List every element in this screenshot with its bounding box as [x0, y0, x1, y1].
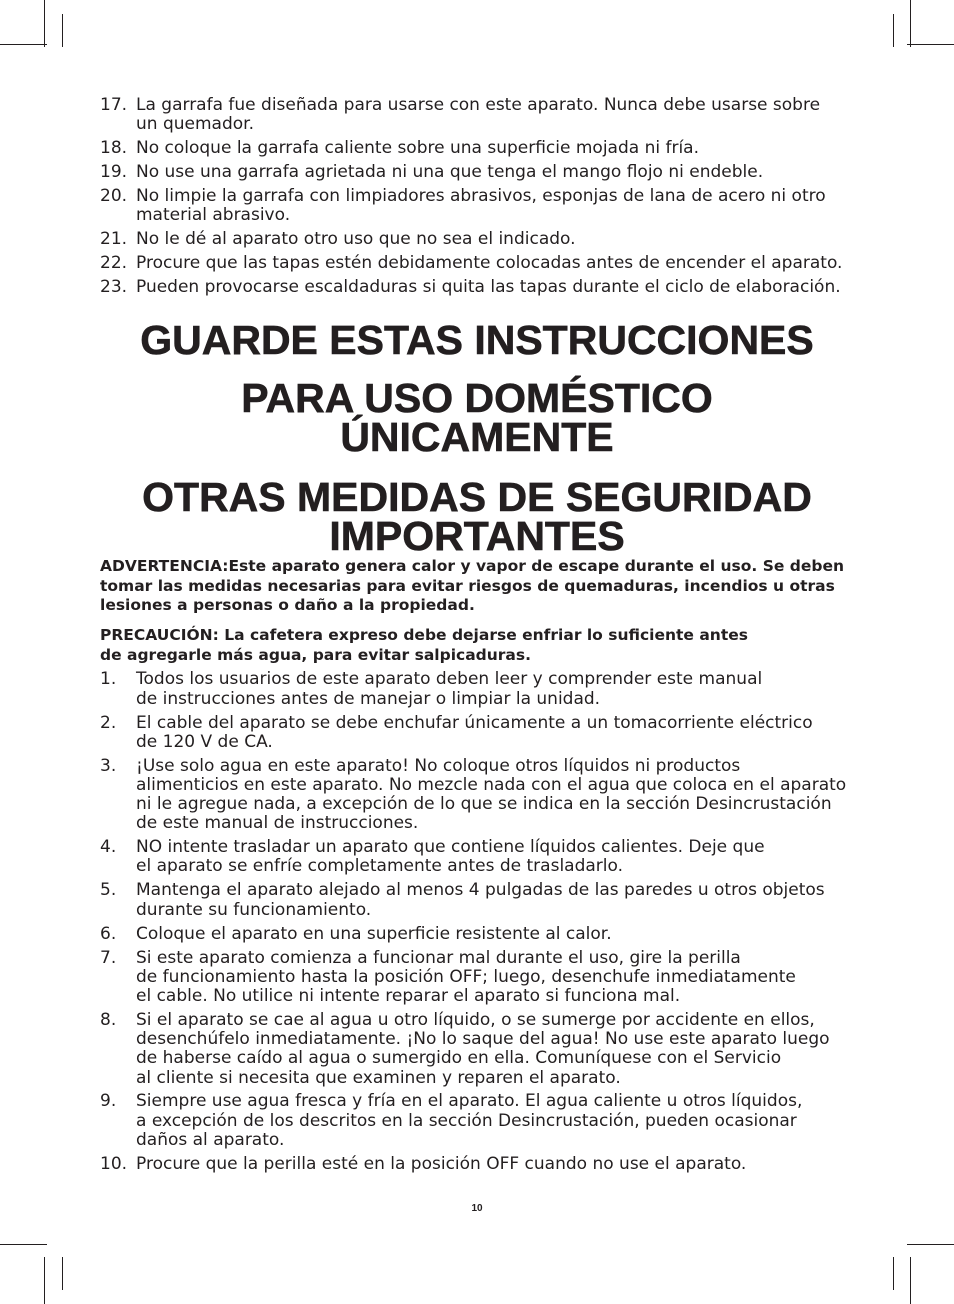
item-number: 17.: [100, 94, 128, 115]
crop-mark: [907, 1244, 954, 1245]
additional-safeguards-list: [100, 670, 870, 1178]
crop-mark: [62, 14, 63, 47]
item-text-line: No le dé al aparato otro uso que no sea el indicado.: [136, 228, 576, 249]
list-item: [100, 230, 870, 249]
heading-line: GUARDE ESTAS INSTRUCCIONES: [140, 316, 814, 363]
item-text-line: de haberse caído al agua o sumergido en ella. Comuníquese con el Servicio: [136, 1048, 782, 1069]
item-text-line: al cliente si necesita que examinen y reparen el aparato.: [136, 1067, 621, 1088]
list-item: [100, 949, 870, 1007]
list-item: [100, 714, 870, 752]
warning-line: tomar las medidas necesarias para evitar riesgos de quemaduras, incendios u otras: [100, 576, 835, 595]
item-text-line: Procure que la perilla esté en la posición OFF cuando no use el aparato.: [136, 1153, 747, 1174]
item-number: 7.: [100, 947, 117, 968]
list-item: [100, 925, 870, 944]
item-text-line: de instrucciones antes de manejar o limpiar la unidad.: [136, 688, 601, 709]
item-text-line: La garrafa fue diseñada para usarse con este aparato. Nunca debe usarse sobre: [136, 94, 821, 115]
list-item: [100, 838, 870, 876]
warning-line: lesiones a personas o daño a la propiedad.: [100, 596, 475, 615]
list-item: [100, 139, 870, 158]
page-number: 10: [471, 1203, 483, 1214]
item-number: 4.: [100, 837, 117, 858]
crop-mark: [893, 14, 894, 47]
item-number: 3.: [100, 755, 117, 776]
item-text-line: material abrasivo.: [136, 204, 291, 225]
item-text-line: desenchúfelo inmediatamente. ¡No lo saque del agua! No use este aparato luego: [136, 1029, 830, 1050]
list-item: [100, 670, 870, 708]
heading-additional-safeguards: [0, 473, 954, 559]
crop-mark: [910, 1257, 911, 1304]
heading-line: OTRAS MEDIDAS DE SEGURIDAD: [142, 473, 812, 520]
warning-paragraph: [100, 557, 870, 616]
item-text-line: No coloque la garrafa caliente sobre una superficie mojada ni fría.: [136, 137, 699, 158]
crop-mark: [907, 44, 954, 45]
item-text-line: No use una garrafa agrietada ni una que tenga el mango flojo ni endeble.: [136, 161, 764, 182]
warning-line: ADVERTENCIA:Este aparato genera calor y vapor de escape durante el uso. Se deben: [100, 557, 845, 576]
item-text-line: Procure que las tapas estén debidamente colocadas antes de encender el aparato.: [136, 252, 843, 273]
item-text-line: a excepción de los descritos en la sección Desincrustación, pueden ocasionar: [136, 1110, 797, 1131]
heading-line: ÚNICAMENTE: [340, 413, 614, 460]
item-text-line: daños al aparato.: [136, 1129, 285, 1150]
crop-mark: [910, 0, 911, 47]
item-text-line: Si el aparato se cae al agua u otro líquido, o se sumerge por accidente en ellos,: [136, 1009, 815, 1030]
item-text-line: ¡Use solo agua en este aparato! No coloque otros líquidos ni productos: [136, 755, 741, 776]
item-number: 10.: [100, 1153, 128, 1174]
crop-mark: [893, 1257, 894, 1290]
item-number: 6.: [100, 923, 117, 944]
item-text-line: NO intente trasladar un aparato que contiene líquidos calientes. Deje que: [136, 837, 765, 858]
crop-mark: [0, 44, 47, 45]
item-number: 18.: [100, 137, 128, 158]
item-text-line: un quemador.: [136, 113, 254, 134]
list-item: [100, 881, 870, 919]
item-text-line: Si este aparato comienza a funcionar mal durante el uso, gire la perilla: [136, 947, 741, 968]
list-item: [100, 187, 870, 225]
item-number: 23.: [100, 276, 128, 297]
item-number: 1.: [100, 669, 117, 690]
item-number: 22.: [100, 252, 128, 273]
item-text-line: Coloque el aparato en una superficie resistente al calor.: [136, 923, 612, 944]
list-item: [100, 1155, 870, 1174]
caution-line: PRECAUCIÓN: La cafetera expreso debe dejarse enfriar lo suficiente antes: [100, 626, 748, 645]
item-number: 20.: [100, 185, 128, 206]
crop-mark: [62, 1257, 63, 1290]
caution-line: de agregarle más agua, para evitar salpicaduras.: [100, 645, 531, 664]
heading-line: PARA USO DOMÉSTICO: [241, 374, 713, 421]
item-text-line: el aparato se enfríe completamente antes de trasladarlo.: [136, 856, 624, 877]
item-number: 8.: [100, 1009, 117, 1030]
crop-mark: [44, 1257, 45, 1304]
item-number: 21.: [100, 228, 128, 249]
item-number: 5.: [100, 880, 117, 901]
list-item: [100, 1092, 870, 1150]
crop-mark: [44, 0, 45, 47]
item-text-line: de funcionamiento hasta la posición OFF; luego, desenchufe inmediatamente: [136, 966, 796, 987]
item-text-line: Siempre use agua fresca y fría en el aparato. El agua caliente u otros líquidos,: [136, 1091, 803, 1112]
list-item: [100, 254, 870, 273]
item-number: 19.: [100, 161, 128, 182]
item-text-line: Pueden provocarse escaldaduras si quita las tapas durante el ciclo de elaboración.: [136, 276, 841, 297]
item-number: 2.: [100, 712, 117, 733]
heading-household-use-only: [0, 374, 954, 460]
item-text-line: Mantenga el aparato alejado al menos 4 pulgadas de las paredes u otros objetos: [136, 880, 825, 901]
item-text-line: durante su funcionamiento.: [136, 899, 372, 920]
item-text-line: No limpie la garrafa con limpiadores abrasivos, esponjas de lana de acero ni otro: [136, 185, 826, 206]
item-text-line: Todos los usuarios de este aparato deben leer y comprender este manual: [136, 669, 763, 690]
list-item: [100, 757, 870, 834]
heading-line: IMPORTANTES: [329, 512, 625, 559]
caution-paragraph: [100, 626, 870, 665]
item-text-line: de este manual de instrucciones.: [136, 813, 419, 834]
item-text-line: el cable. No utilice ni intente reparar el aparato si funciona mal.: [136, 985, 681, 1006]
safeguards-list-continued: [100, 96, 870, 302]
item-text-line: ni le agregue nada, a excepción de lo que se indica en la sección Desincrustación: [136, 794, 832, 815]
heading-save-instructions: [0, 316, 954, 363]
list-item: [100, 96, 870, 134]
list-item: [100, 278, 870, 297]
list-item: [100, 163, 870, 182]
list-item: [100, 1011, 870, 1088]
item-text-line: El cable del aparato se debe enchufar únicamente a un tomacorriente eléctrico: [136, 712, 813, 733]
item-number: 9.: [100, 1091, 117, 1112]
item-text-line: de 120 V de CA.: [136, 731, 273, 752]
crop-mark: [0, 1244, 47, 1245]
item-text-line: alimenticios en este aparato. No mezcle nada con el agua que coloca en el aparato: [136, 774, 847, 795]
